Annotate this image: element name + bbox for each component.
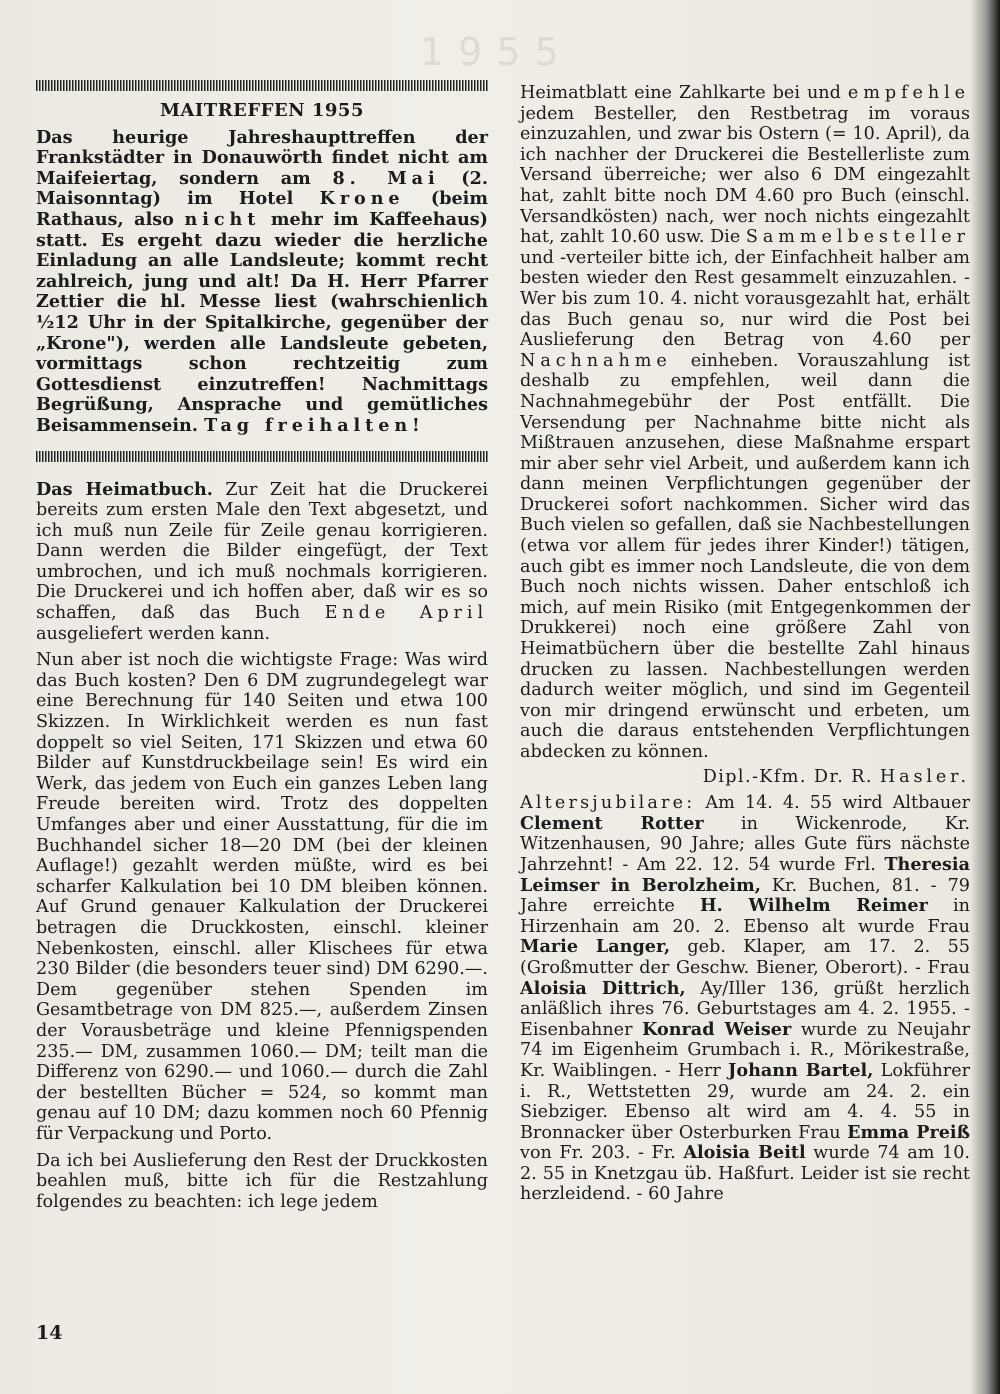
decorative-rule-middle (36, 451, 488, 462)
order-instructions-paragraph: Heimatblatt eine Zahlkarte bei und empfehle jedem Besteller, den Restbetrag im voraus einzuzahlen, und zwar bis Ostern (= 10. April), da ich nachher der Druckerei die Bestellerliste zum Versand überreiche; wer also 6 DM eingezahlt hat, zahlt bitte noch DM 4.60 pro Buch (einschl. Versandkösten) nach, wer noch nichts eingezahlt hat, zahlt 10.60 usw. Die Sammelbesteller und -verteiler bitte ich, der Einfachheit halber am besten wieder den Rest gesammelt einzuzahlen. - Wer bis zum 10. 4. nicht vorausgezahlt hat, erhält das Buch genau so, nur wird die Post bei Auslieferung den Betrag von 4.60 per Nachnahme einheben. Vorauszahlung ist deshalb zu empfehlen, weil dann die Nachnahmegebühr der Post entfällt. Die Versendung per Nachnahme bitte nicht als Mißtrauen anzusehen, diese Maßnahme erspart mir aber sehr viel Arbeit, und außerdem kann ich dann meinen Verpflichtungen gegenüber der Druckerei sofort nachkommen. Sicher wird das Buch vielen so gefallen, daß sie Nachbestellungen (etwa vor allem für jedes ihrer Kinder!) tätigen, auch gibt es immer noch Landsleute, die von dem Buch noch nichts wissen. Daher entschloß ich mich, auf mein Risiko (mit Entgegenkommen der Drukkerei) noch eine größere Zahl von Heimatbüchern über die bestellte Zahl hinaus drucken zu lassen. Nachbestellungen werden dadurch weiter möglich, und sind im Gegenteil von mir dringend erwünscht und erbeten, um auch die daraus entstehenden Verpflichtungen abdecken zu können. (520, 83, 970, 762)
bleed-through-marking: 1955 (420, 30, 573, 74)
altersjubilare-paragraph: Altersjubilare: Am 14. 4. 55 wird Altbauer Clement Rotter in Wickenrode, Kr. Witzenhausen, 90 Jahre; alles Gute fürs nächste Jahrzehnt! - Am 22. 12. 54 wurde Frl. Theresia Leimser in Berolzheim, Kr. Buchen, 81. - 79 Jahre erreichte H. Wilhelm Reimer in Hirzenhain am 20. 2. Ebenso alt wurde Frau Marie Langer, geb. Klaper, am 17. 2. 55 (Großmutter der Geschw. Biener, Oberort). - Frau Aloisia Dittrich, Ay/Iller 136, grüßt herzlich anläßlich ihres 76. Geburtstages am 4. 2. 1955. - Eisenbahner Konrad Weiser wurde zu Neujahr 74 im Eigenheim Grumbach i. R., Mörikestraße, Kr. Waiblingen. - Herr Johann Bartel, Lokführer i. R., Wettstetten 29, wurde am 24. 2. ein Siebziger. Ebenso alt wird am 4. 4. 55 in Bronnacker über Osterburken Frau Emma Preiß von Fr. 203. - Fr. Aloisia Beitl wurde 74 am 10. 2. 55 in Knetzgau üb. Haßfurt. Leider ist sie recht herzleidend. - 60 Jahre (520, 793, 971, 1205)
author-signature: Dipl.-Kfm. Dr. R. Hasler. (702, 766, 970, 787)
heimatbuch-paragraph-3: Da ich bei Auslieferung den Rest der Druckkosten beahlen muß, bitte ich für die Restzahlung folgendes zu beachten: ich lege jedem (36, 1150, 488, 1212)
heimatbuch-paragraph-2: Nun aber ist noch die wichtigste Frage: Was wird das Buch kosten? Den 6 DM zugrundegelegt war eine Berechnung für 140 Seiten und etwa 100 Skizzen. In Wirklichkeit werden es nun fast doppelt so viel Seiten, 171 Skizzen und etwa 60 Bilder auf Kunstdruckbeilage sein! Es wird ein Werk, das jedem von Euch ein ganzes Leben lang Freude bereiten wird. Trotz des doppelten Umfanges aber und einer Ausstattung, für die im Buchhandel sicher 18—20 DM (bei der kleinen Auflage!) gezahlt werden müßte, wird es bei scharfer Kalkulation bei 10 DM bleiben können. Auf Grund genauer Kalkulation der Druckerei betragen die Druckkosten, einschl. kleiner Nebenkosten, einschl. aller Klischees für etwa 230 Bilder (die besonders teuer sind) DM 6290.—. Dem gegenüber stehen Spenden im Gesamtbetrage von DM 825.—, außerdem Zinsen der Vorausbeträge und kleine Pfennigspenden 235.— DM, zusammen 1060.— DM; teilt man die Differenz von 6290.— und 1060.— durch die Zahl der bestellten Bücher = 524, so kommt man genau auf 10 DM; dazu kommen noch 60 Pfennig für Verpackung und Porto. (36, 650, 488, 1144)
maitreffen-announcement: Das heurige Jahreshaupttreffen der Frankstädter in Donauwörth findet nicht am Maifeiertag, sondern am 8. Mai (2. Maisonntag) im Hotel Krone (beim Rathaus, also nicht mehr im Kaffeehaus) statt. Es ergeht dazu wieder die herzliche Einladung an alle Landsleute; kommt recht zahlreich, jung und alt! Da H. Herr Pfarrer Zettier die hl. Messe liest (wahrschienlich ½12 Uhr in der Spitalkirche, gegenüber der „Krone"), werden alle Landsleute gebeten, vormittags schon rechtzeitig zum Gottesdienst einzutreffen! Nachmittags Begrüßung, Ansprache und gemütliches Beisammensein. Tag freihalten! (36, 126, 488, 436)
left-column (36, 78, 488, 1212)
right-column (520, 83, 970, 1205)
binding-shadow (970, 0, 1000, 1394)
decorative-rule-top (36, 80, 488, 91)
heimatbuch-paragraph-1: Das Heimatbuch. Zur Zeit hat die Druckerei bereits zum ersten Male den Text abgesetzt, und ich muß nun Zeile für Zeile genau korrigieren. Dann werden die Bilder eingefügt, der Text umbrochen, und ich muß nochmals korrigieren. Die Druckerei und ich hoffen aber, daß wir es so schaffen, daß das Buch Ende April ausgeliefert werden kann. (36, 478, 488, 644)
article-headline: MAITREFFEN 1955 (160, 100, 364, 121)
page-number: 14 (36, 1322, 63, 1344)
